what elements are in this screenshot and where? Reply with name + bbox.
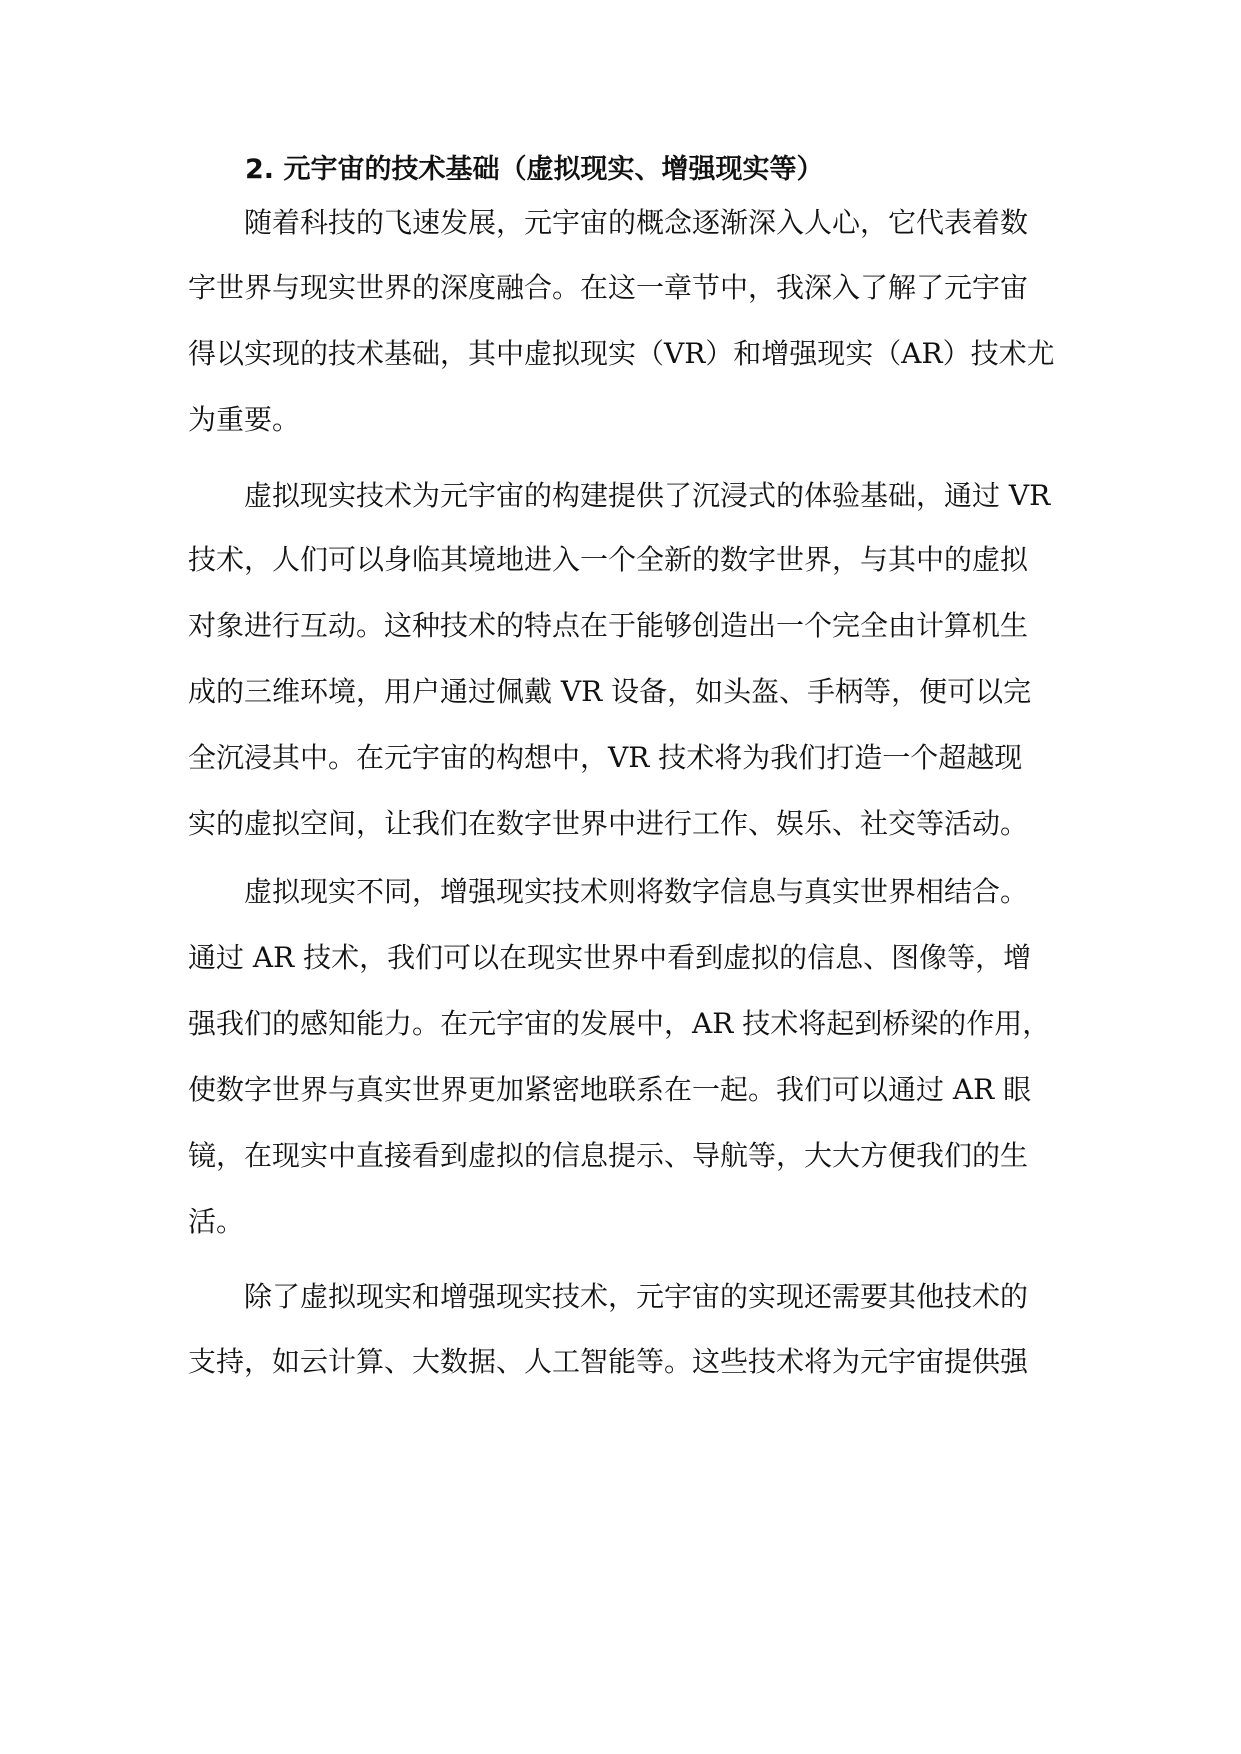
paragraph-2-line-6: 实的虚拟空间，让我们在数字世界中进行工作、娱乐、社交等活动。 <box>188 807 1029 840</box>
paragraph-4-line-2: 支持，如云计算、大数据、人工智能等。这些技术将为元宇宙提供强 <box>188 1345 1029 1378</box>
paragraph-3-line-5: 镜，在现实中直接看到虚拟的信息提示、导航等，大大方便我们的生 <box>188 1139 1029 1172</box>
paragraph-2-line-2: 技术，人们可以身临其境地进入一个全新的数字世界，与其中的虚拟 <box>188 543 1029 576</box>
paragraph-3-line-2: 通过 AR 技术，我们可以在现实世界中看到虚拟的信息、图像等，增 <box>188 941 1032 974</box>
paragraph-3-line-1: 虚拟现实不同，增强现实技术则将数字信息与真实世界相结合。 <box>244 875 1029 908</box>
section-heading: 2. 元宇宙的技术基础（虚拟现实、增强现实等） <box>245 154 824 185</box>
paragraph-2-line-4: 成的三维环境，用户通过佩戴 VR 设备，如头盔、手柄等，便可以完 <box>188 675 1032 708</box>
paragraph-3-line-4: 使数字世界与真实世界更加紧密地联系在一起。我们可以通过 AR 眼 <box>188 1073 1032 1106</box>
paragraph-1-line-4: 为重要。 <box>188 403 301 436</box>
paragraph-2-line-5: 全沉浸其中。在元宇宙的构想中，VR 技术将为我们打造一个超越现 <box>188 741 1023 774</box>
paragraph-4-line-1: 除了虚拟现实和增强现实技术，元宇宙的实现还需要其他技术的 <box>244 1280 1029 1313</box>
paragraph-1-line-3: 得以实现的技术基础，其中虚拟现实（VR）和增强现实（AR）技术尤 <box>188 337 1055 370</box>
paragraph-2-line-1: 虚拟现实技术为元宇宙的构建提供了沉浸式的体验基础，通过 VR <box>244 479 1051 512</box>
paragraph-3-line-3: 强我们的感知能力。在元宇宙的发展中，AR 技术将起到桥梁的作用， <box>188 1007 1051 1040</box>
paragraph-2-line-3: 对象进行互动。这种技术的特点在于能够创造出一个完全由计算机生 <box>188 609 1029 642</box>
paragraph-1-line-2: 字世界与现实世界的深度融合。在这一章节中，我深入了解了元宇宙 <box>188 271 1029 304</box>
paragraph-1-line-1: 随着科技的飞速发展，元宇宙的概念逐渐深入人心，它代表着数 <box>244 206 1029 239</box>
paragraph-3-line-6: 活。 <box>188 1205 245 1238</box>
